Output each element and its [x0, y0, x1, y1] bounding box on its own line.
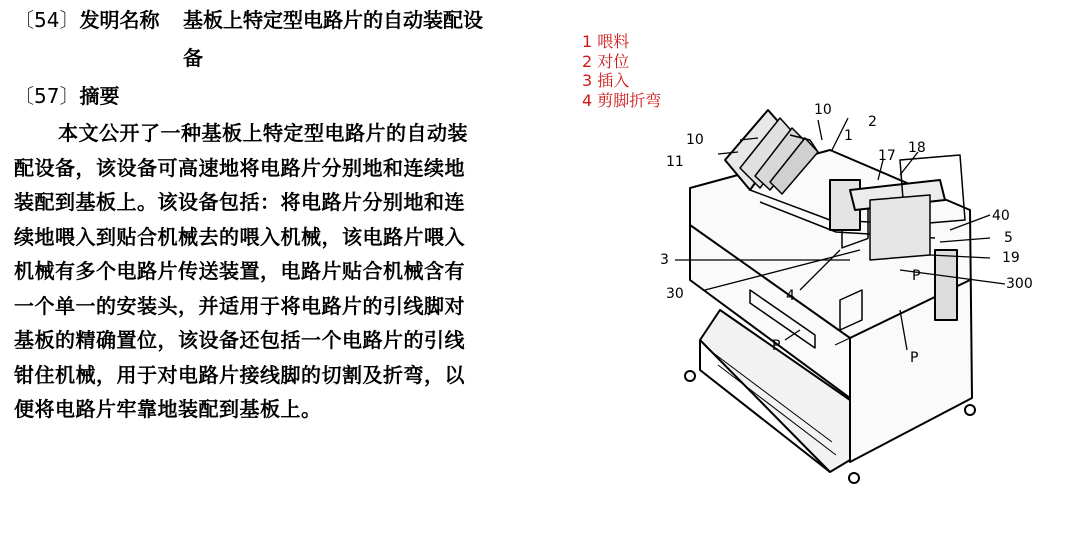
machine-drawing [685, 110, 975, 483]
abstract-line: 便将电路片牢靠地装配到基板上。 [14, 397, 322, 421]
abstract-line: 基板的精确置位，该设备还包括一个电路片的引线 [14, 328, 465, 352]
title-row [14, 8, 159, 32]
callout-30: 30 [666, 286, 684, 302]
callout-18: 18 [908, 140, 926, 156]
legend-item-align: 2 对位 [582, 51, 630, 71]
callout-5: 5 [1004, 230, 1013, 246]
callout-10a: 10 [814, 102, 832, 118]
callout-17: 17 [878, 148, 896, 164]
legend-item-feed: 1 喂料 [582, 32, 630, 51]
callout-1: 1 [844, 128, 853, 144]
callout-p1: P [772, 338, 781, 354]
callout-19: 19 [1002, 250, 1020, 266]
callout-3: 3 [660, 252, 669, 268]
invention-title-line1: 基板上特定型电路片的自动装配设 [183, 8, 483, 32]
title-tag: 〔54〕 [14, 8, 80, 32]
abstract-line: 一个单一的安装头，并适用于将电路片的引线脚对 [14, 293, 465, 318]
abstract-body [14, 116, 546, 427]
abstract-tag: 〔57〕 [14, 84, 80, 108]
machine-illustration [600, 80, 1066, 537]
callout-p3: P [912, 268, 921, 284]
invention-title-line2: 备 [183, 46, 203, 70]
callout-40: 40 [992, 208, 1010, 224]
abstract-label: 摘要 [79, 84, 120, 108]
abstract-line: 配设备，该设备可高速地将电路片分别地和连续地 [14, 155, 465, 180]
legend-item-cut-bend: 4 剪脚折弯 [582, 90, 662, 110]
abstract-line: 机械有多个电路片传送装置，电路片贴合机械含有 [14, 259, 465, 283]
abstract-line: 钳住机械，用于对电路片接线脚的切割及折弯，以 [14, 362, 465, 387]
abstract-line: 装配到基板上。该设备包括：将电路片分别地和连 [14, 190, 465, 214]
abstract-line: 本文公开了一种基板上特定型电路片的自动装 [58, 121, 468, 145]
abstract-heading [14, 84, 119, 108]
callout-11: 11 [666, 154, 684, 170]
callout-2: 2 [868, 114, 877, 130]
callout-p2: P [910, 350, 919, 366]
callout-10b: 10 [686, 132, 704, 148]
legend-item-insert: 3 插入 [582, 71, 630, 90]
callout-300: 300 [1006, 276, 1033, 292]
abstract-line: 续地喂入到贴合机械去的喂入机械，该电路片喂入 [14, 224, 465, 249]
title-label: 发明名称 [79, 8, 160, 32]
callout-4: 4 [786, 288, 795, 304]
